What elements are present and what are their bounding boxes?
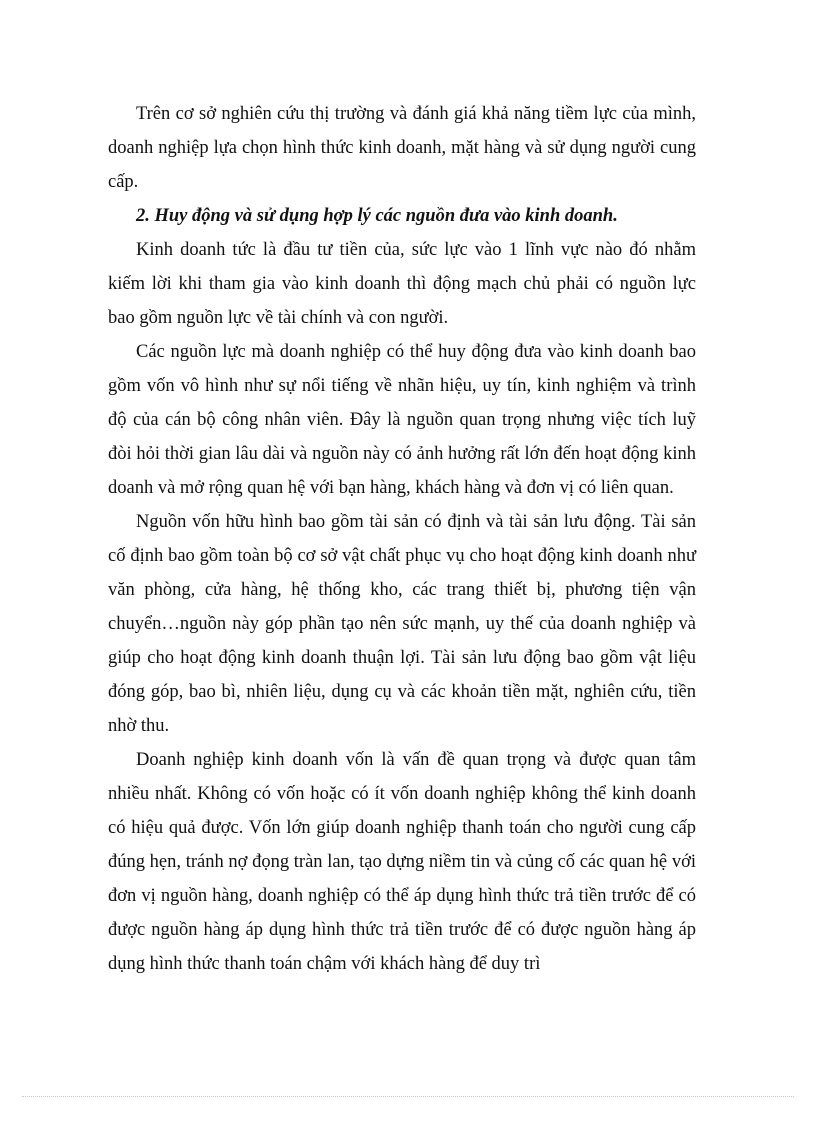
paragraph-tangible-capital: Nguồn vốn hữu hình bao gồm tài sản có định và tài sản lưu động. Tài sản cố định bao gồm toàn bộ cơ sở vật chất phục vụ cho hoạt động kinh doanh như văn phòng, cửa hàng, hệ thống kho, các trang thiết bị, phương tiện vận chuyển…nguồn này góp phần tạo nên sức mạnh, uy thế của doanh nghiệp và giúp cho hoạt động kinh doanh thuận lợi. Tài sản lưu động bao gồm vật liệu đóng góp, bao bì, nhiên liệu, dụng cụ và các khoản tiền mặt, nghiên cứu, tiền nhờ thu.	[108, 512, 696, 736]
footer-divider	[22, 1096, 794, 1097]
paragraph-capital-importance: Doanh nghiệp kinh doanh vốn là vấn đề quan trọng và được quan tâm nhiều nhất. Không có vốn hoặc có ít vốn doanh nghiệp không thể kinh doanh có hiệu quả được. Vốn lớn giúp doanh nghiệp thanh toán cho người cung cấp đúng hẹn, tránh nợ đọng tràn lan, tạo dựng niềm tin và củng cố các quan hệ với đơn vị nguồn hàng, doanh nghiệp có thể áp dụng hình thức trả tiền trước để có được nguồn hàng áp dụng hình thức trả tiền trước để có được nguồn hàng áp dụng hình thức thanh toán chậm với khách hàng để duy trì	[108, 750, 696, 974]
paragraph-business-definition: Kinh doanh tức là đầu tư tiền của, sức lực vào 1 lĩnh vực nào đó nhằm kiếm lời khi tham gia vào kinh doanh thì động mạch chủ phải có nguồn lực bao gồm nguồn lực về tài chính và con người.	[108, 240, 696, 328]
section-heading: 2. Huy động và sử dụng hợp lý các nguồn đưa vào kinh doanh.	[136, 206, 618, 226]
paragraph-intangible-capital: Các nguồn lực mà doanh nghiệp có thể huy động đưa vào kinh doanh bao gồm vốn vô hình như sự nổi tiếng về nhãn hiệu, uy tín, kinh nghiệm và trình độ của cán bộ công nhân viên. Đây là nguồn quan trọng nhưng việc tích luỹ đòi hỏi thời gian lâu dài và nguồn này có ảnh hưởng rất lớn đến hoạt động kinh doanh và mở rộng quan hệ với bạn hàng, khách hàng và đơn vị có liên quan.	[108, 342, 696, 498]
document-body	[108, 97, 696, 981]
paragraph-intro: Trên cơ sở nghiên cứu thị trường và đánh giá khả năng tiềm lực của mình, doanh nghiệp lựa chọn hình thức kinh doanh, mặt hàng và sử dụng người cung cấp.	[108, 104, 696, 192]
